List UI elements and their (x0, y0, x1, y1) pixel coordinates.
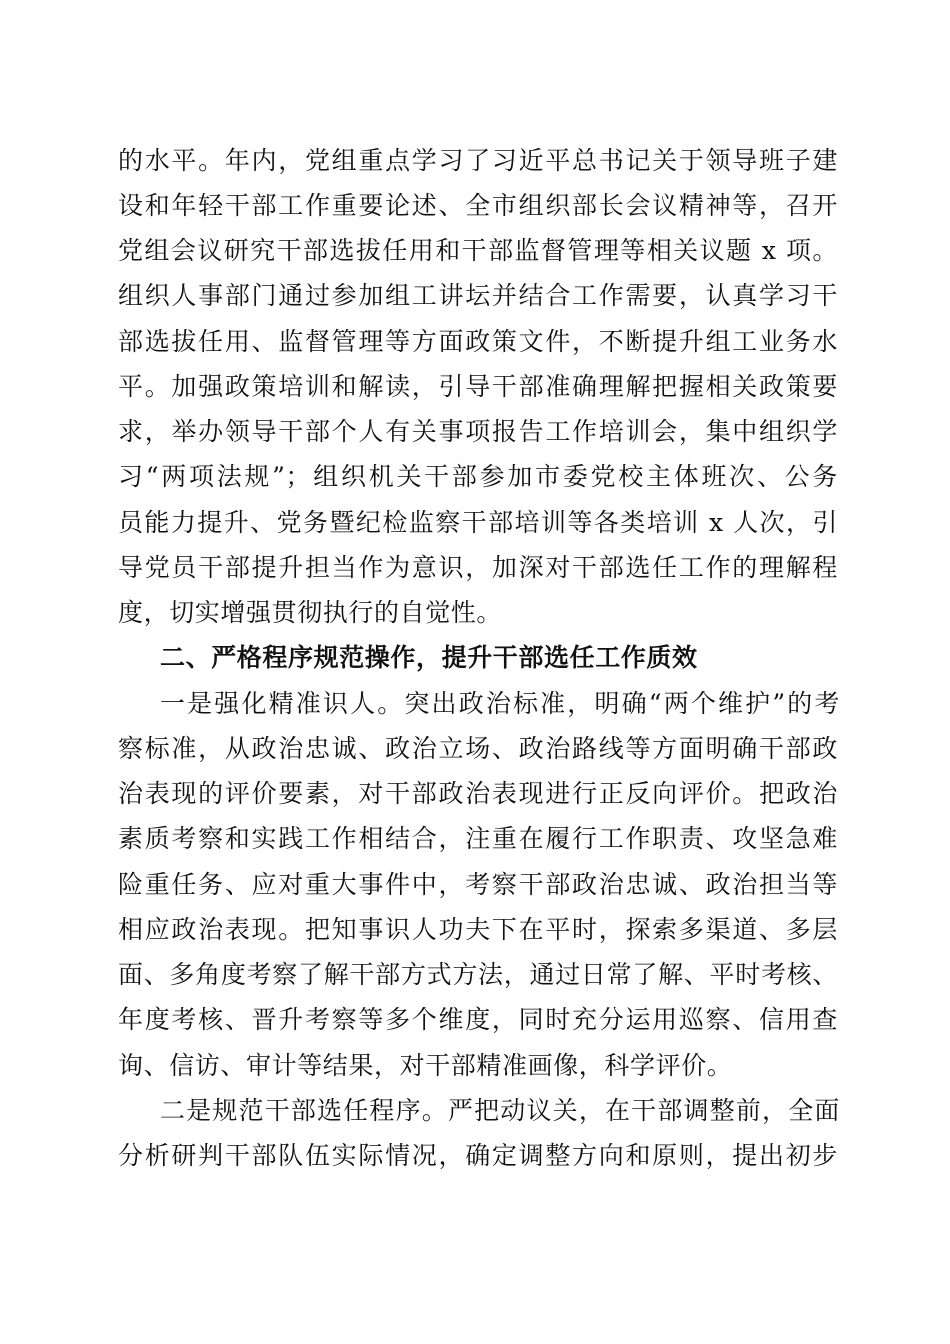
paragraph2-first-rest: 突出政治标准，明确“两个维护”的考 (404, 689, 841, 718)
paragraph2-line-5: 险重任务、应对重大事件中，考察干部政治忠诚、政治担当等 (118, 870, 838, 899)
paragraph1-line-8: 习“两项法规”；组织机关干部参加市委党校主体班次、公务 (118, 462, 838, 491)
paragraph2-line-9: 询、信访、审计等结果，对干部精准画像，科学评价。 (118, 1051, 733, 1080)
paragraph1-line-6: 平。加强政策培训和解读，引导干部准确理解把握相关政策要 (118, 372, 838, 401)
paragraph1-line-9: 员能力提升、党务暨纪检监察干部培训等各类培训 x 人次，引 (118, 508, 838, 537)
paragraph1-line-10: 导党员干部提升担当作为意识，加深对干部选任工作的理解程 (118, 553, 838, 582)
paragraph2-line-6: 相应政治表现。把知事识人功夫下在平时，探索多渠道、多层 (118, 915, 838, 944)
paragraph2-line-7: 面、多角度考察了解干部方式方法，通过日常了解、平时考核、 (118, 960, 838, 989)
paragraph3-first-rest: 严把动议关，在干部调整前，全面 (447, 1096, 840, 1125)
paragraph1-line-5: 部选拔任用、监督管理等方面政策文件，不断提升组工业务水 (118, 327, 838, 356)
paragraph1-line-11: 度，切实增强贯彻执行的自觉性。 (118, 598, 503, 627)
paragraph1-line-2: 设和年轻干部工作重要论述、全市组织部长会议精神等，召开 (118, 191, 838, 220)
paragraph3-line-2: 分析研判干部队伍实际情况，确定调整方向和原则，提出初步 (118, 1141, 838, 1170)
paragraph1-line-7: 求，举办领导干部个人有关事项报告工作培训会，集中组织学 (118, 417, 838, 446)
paragraph1-line-1: 的水平。年内，党组重点学习了习近平总书记关于领导班子建 (118, 146, 838, 175)
paragraph2-line-4: 素质考察和实践工作相结合，注重在履行工作职责、攻坚急难 (118, 824, 838, 853)
paragraph3-line-1 (160, 1096, 840, 1126)
paragraph2-line-1 (160, 689, 840, 719)
paragraph2-line-8: 年度考核、晋升考察等多个维度，同时充分运用巡察、信用查 (118, 1005, 838, 1034)
paragraph2-line-3: 治表现的评价要素，对干部政治表现进行正反向评价。把政治 (118, 779, 838, 808)
paragraph1-line-3: 党组会议研究干部选拔任用和干部监督管理等相关议题 x 项。 (118, 236, 838, 265)
paragraph3-lead: 二是规范干部选任程序。 (160, 1096, 448, 1125)
paragraph2-line-2: 察标准，从政治忠诚、政治立场、政治路线等方面明确干部政 (118, 734, 838, 763)
paragraph1-line-4: 组织人事部门通过参加组工讲坛并结合工作需要，认真学习干 (118, 281, 838, 310)
section-heading: 二、严格程序规范操作，提升干部选任工作质效 (160, 643, 698, 672)
paragraph2-lead: 一是强化精准识人。 (160, 689, 405, 718)
